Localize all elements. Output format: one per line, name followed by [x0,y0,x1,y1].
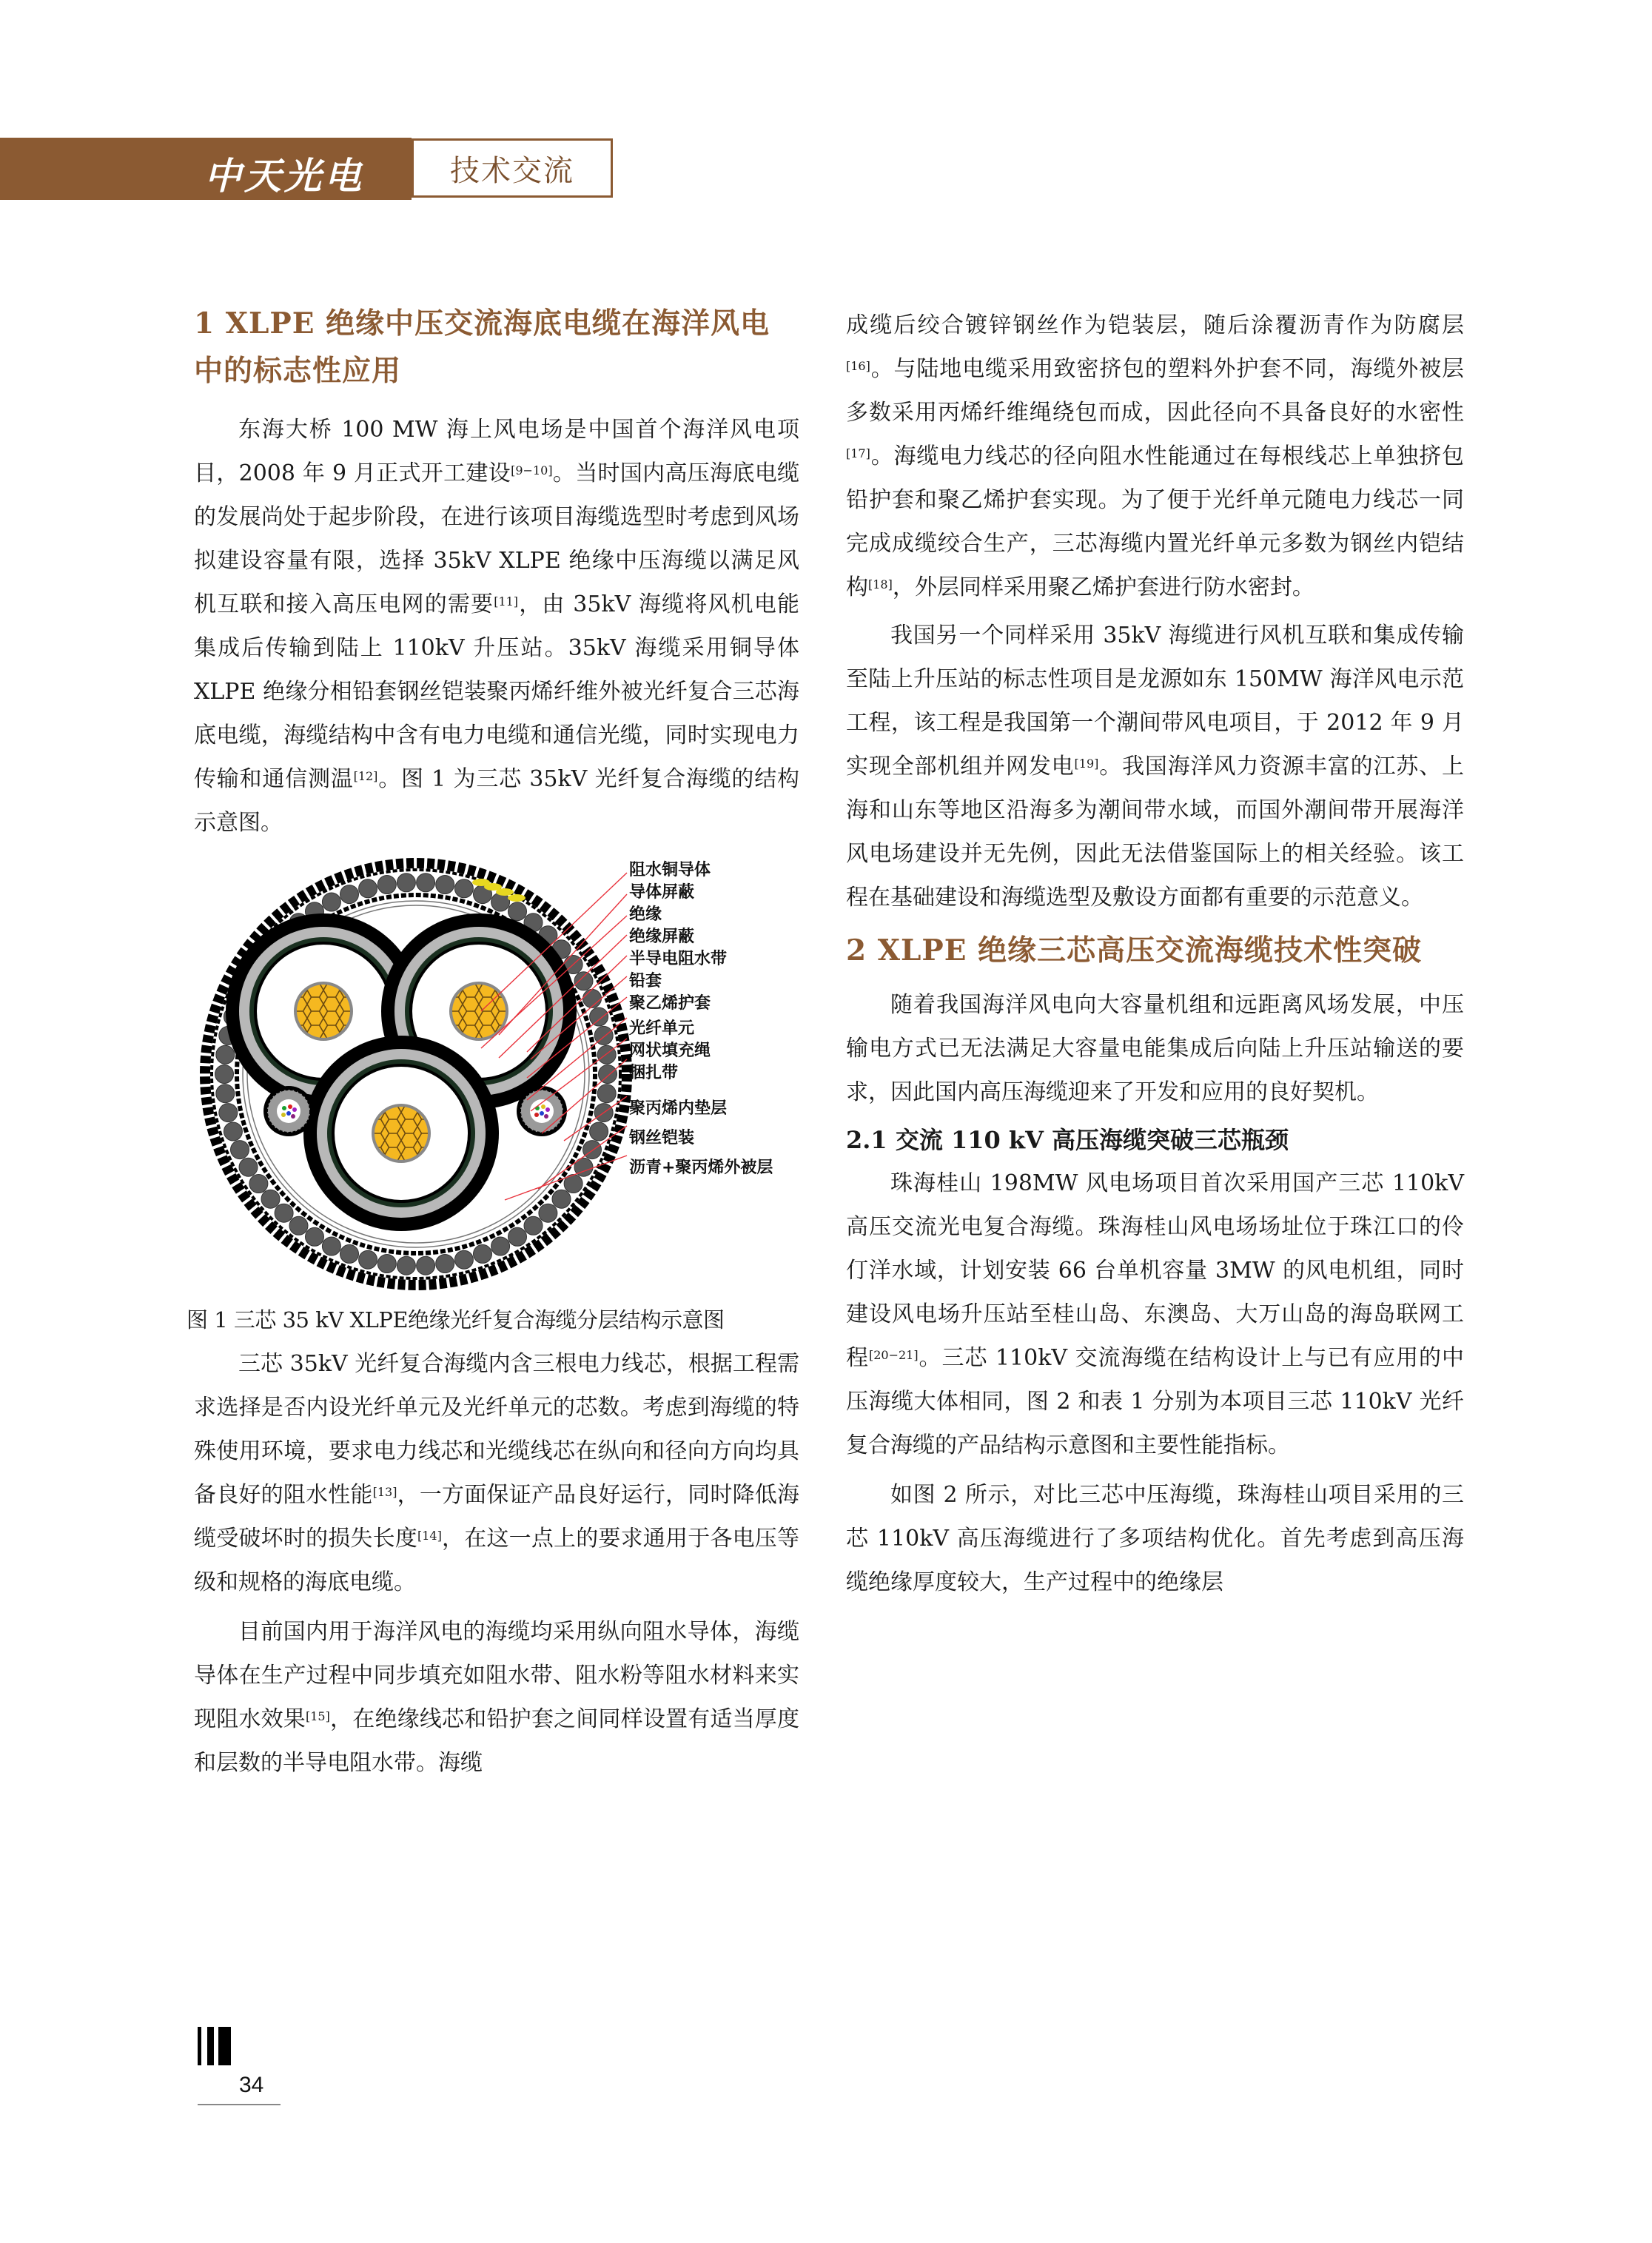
legend-label: 绝缘 [629,905,662,924]
paragraph [194,408,799,845]
citation: [11] [494,594,519,608]
citation: [12] [353,769,378,783]
power-core [303,1036,499,1231]
paragraph: 如图 2 所示，对比三芯中压海缆，珠海桂山项目采用的三芯 110kV 高压海缆进行了多项结构优化。首先考虑到高压海缆绝缘厚度较大，生产过程中的绝缘层 [846,1482,1464,1595]
figure-legend [629,859,773,1179]
section-tag-box [412,138,613,198]
text: 。图 1 为三芯 35kV 光纤复合海缆的结构示意图。 [194,766,800,836]
paragraph: 随着我国海洋风电向大容量机组和远距离风场发展，中压输电方式已无法满足大容量电能集成后向陆上升压站输送的要求，因此国内高压海缆迎来了开发和应用的良好契机。 [846,992,1464,1105]
text: ，由 35kV 海缆将风机电能集成后传输到陆上 110kV 升压站。35kV 海缆采用铜导体 XLPE 绝缘分相铅套钢丝铠装聚丙烯纤维外被光纤复合三芯海底电缆，海缆结构中含有电力电缆和通信光缆，同时实现电力传输和通信测温 [194,591,799,792]
paragraph [194,1610,799,1785]
legend-label: 聚乙烯护套 [629,994,711,1013]
text: ，在绝缘线芯和铅护套之间同样设置有适当厚度和层数的半导电阻水带。海缆 [194,1706,800,1776]
figure-1-caption: 图 1 三芯 35 kV XLPE绝缘光纤复合海缆分层结构示意图 [187,1307,725,1332]
text: 珠海桂山 198MW 风电场项目首次采用国产三芯 110kV 高压交流光电复合海缆。珠海桂山风电场场址位于珠江口的伶仃洋水域，计划安装 66 台单机容量 3MW 的风电机组，同时建设风电场升压站至桂山岛、东澳岛、大万山岛的海岛联网工程 [846,1170,1464,1371]
citation: [13] [372,1485,397,1499]
section-2-1-heading: 2.1 交流 110 kV 高压海缆突破三芯瓶颈 [846,1126,1289,1154]
text: 。与陆地电缆采用致密挤包的塑料外护套不同，海缆外被层多数采用丙烯纤维绳绕包而成，因此径向不具备良好的水密性 [846,356,1464,426]
legend-label: 钢丝铠装 [629,1129,695,1147]
brand-logo: 中天光电 [204,154,364,198]
text: 成缆后绞合镀锌钢丝作为铠装层，随后涂覆沥青作为防腐层 [846,312,1464,338]
text: 三芯 35kV 光纤复合海缆内含三根电力线芯，根据工程需求选择是否内设光纤单元及光纤单元的芯数。考虑到海缆的特殊使用环境，要求电力线芯和光缆线芯在纵向和径向方向均具备良好的阻水性能 [194,1351,799,1508]
footer-rule [198,2104,281,2105]
text: 。海缆电力线芯的径向阻水性能通过在每根线芯上单独挤包铅护套和聚乙烯护套实现。为了便于光纤单元随电力线芯一同完成成缆绞合生产，三芯海缆内置光纤单元多数为钢丝内铠结构 [846,443,1464,600]
citation: [14] [417,1529,442,1543]
text: ，在这一点上的要求通用于各电压等级和规格的海底电缆。 [194,1526,800,1595]
paragraph [846,304,1464,609]
optical-fiber-unit [517,1086,567,1136]
page-number: 34 [239,2073,264,2097]
figure-1 [194,852,799,1296]
text: ，一方面保证产品良好运行，同时降低海缆受破坏时的损失长度 [194,1482,800,1552]
legend-label: 沥青+聚丙烯外被层 [629,1159,773,1177]
citation: [20−21] [868,1348,919,1362]
paragraph [194,1342,799,1604]
right-column [846,304,1464,1604]
text: 我国另一个同样采用 35kV 海缆进行风机互联和集成传输至陆上升压站的标志性项目是龙源如东 150MW 海洋风电示范工程，该工程是我国第一个潮间带风电项目，于 2012 年 9 月实现全部机组并网发电 [846,623,1464,779]
legend-label: 铅套 [629,972,662,990]
citation: [9−10] [511,463,553,477]
optical-fiber-unit [263,1086,314,1136]
legend-label: 聚丙烯内垫层 [629,1099,728,1118]
legend-label: 网状填充绳 [629,1042,711,1060]
section-1-heading: 1 XLPE 绝缘中压交流海底电缆在海洋风电中的标志性应用 [194,306,770,388]
text: 目前国内用于海洋风电的海缆均采用纵向阻水导体，海缆导体在生产过程中同步填充如阻水带、阻水粉等阻水材料来实现阻水效果 [194,1619,799,1732]
legend-label: 阻水铜导体 [629,861,711,879]
text: 东海大桥 100 MW 海上风电场是中国首个海洋风电项目，2008 年 9 月正式开工建设 [194,417,799,486]
legend-label: 半导电阻水带 [629,950,728,968]
page-bar-icon [198,2027,201,2065]
text: 。三芯 110kV 交流海缆在结构设计上与已有应用的中压海缆大体相同，图 2 和表 1 分别为本项目三芯 110kV 光纤复合海缆的产品结构示意图和主要性能指标。 [846,1345,1464,1458]
citation: [15] [306,1709,330,1723]
left-column [187,300,800,1785]
text: 。当时国内高压海底电缆的发展尚处于起步阶段，在进行该项目海缆选型时考虑到风场拟建设容量有限，选择 35kV XLPE 绝缘中压海缆以满足风机互联和接入高压电网的需要 [194,460,800,617]
paragraph [846,1161,1464,1467]
legend-label: 捆扎带 [629,1064,679,1082]
text: ，外层同样采用聚乙烯护套进行防水密封。 [892,574,1314,600]
citation: [19] [1074,757,1099,771]
citation: [18] [868,577,893,591]
section-2-heading: 2 XLPE 绝缘三芯高压交流海缆技术性突破 [846,933,1423,968]
citation: [16] [846,359,870,373]
page-bar-icon [207,2027,214,2065]
citation: [17] [846,446,870,460]
legend-label: 导体屏蔽 [629,883,695,902]
legend-label: 光纤单元 [629,1019,695,1038]
section-tag: 技术交流 [450,153,574,188]
page-bar-icon [218,2027,231,2065]
header-brand-bar [0,138,412,200]
legend-label: 绝缘屏蔽 [629,928,695,946]
text: 。我国海洋风力资源丰富的江苏、上海和山东等地区沿海多为潮间带水域，而国外潮间带开展海洋风电场建设并无先例，因此无法借鉴国际上的相关经验。该工程在基础建设和海缆选型及敷设方面都有重要的示范意义。 [846,754,1465,911]
paragraph [846,614,1464,919]
